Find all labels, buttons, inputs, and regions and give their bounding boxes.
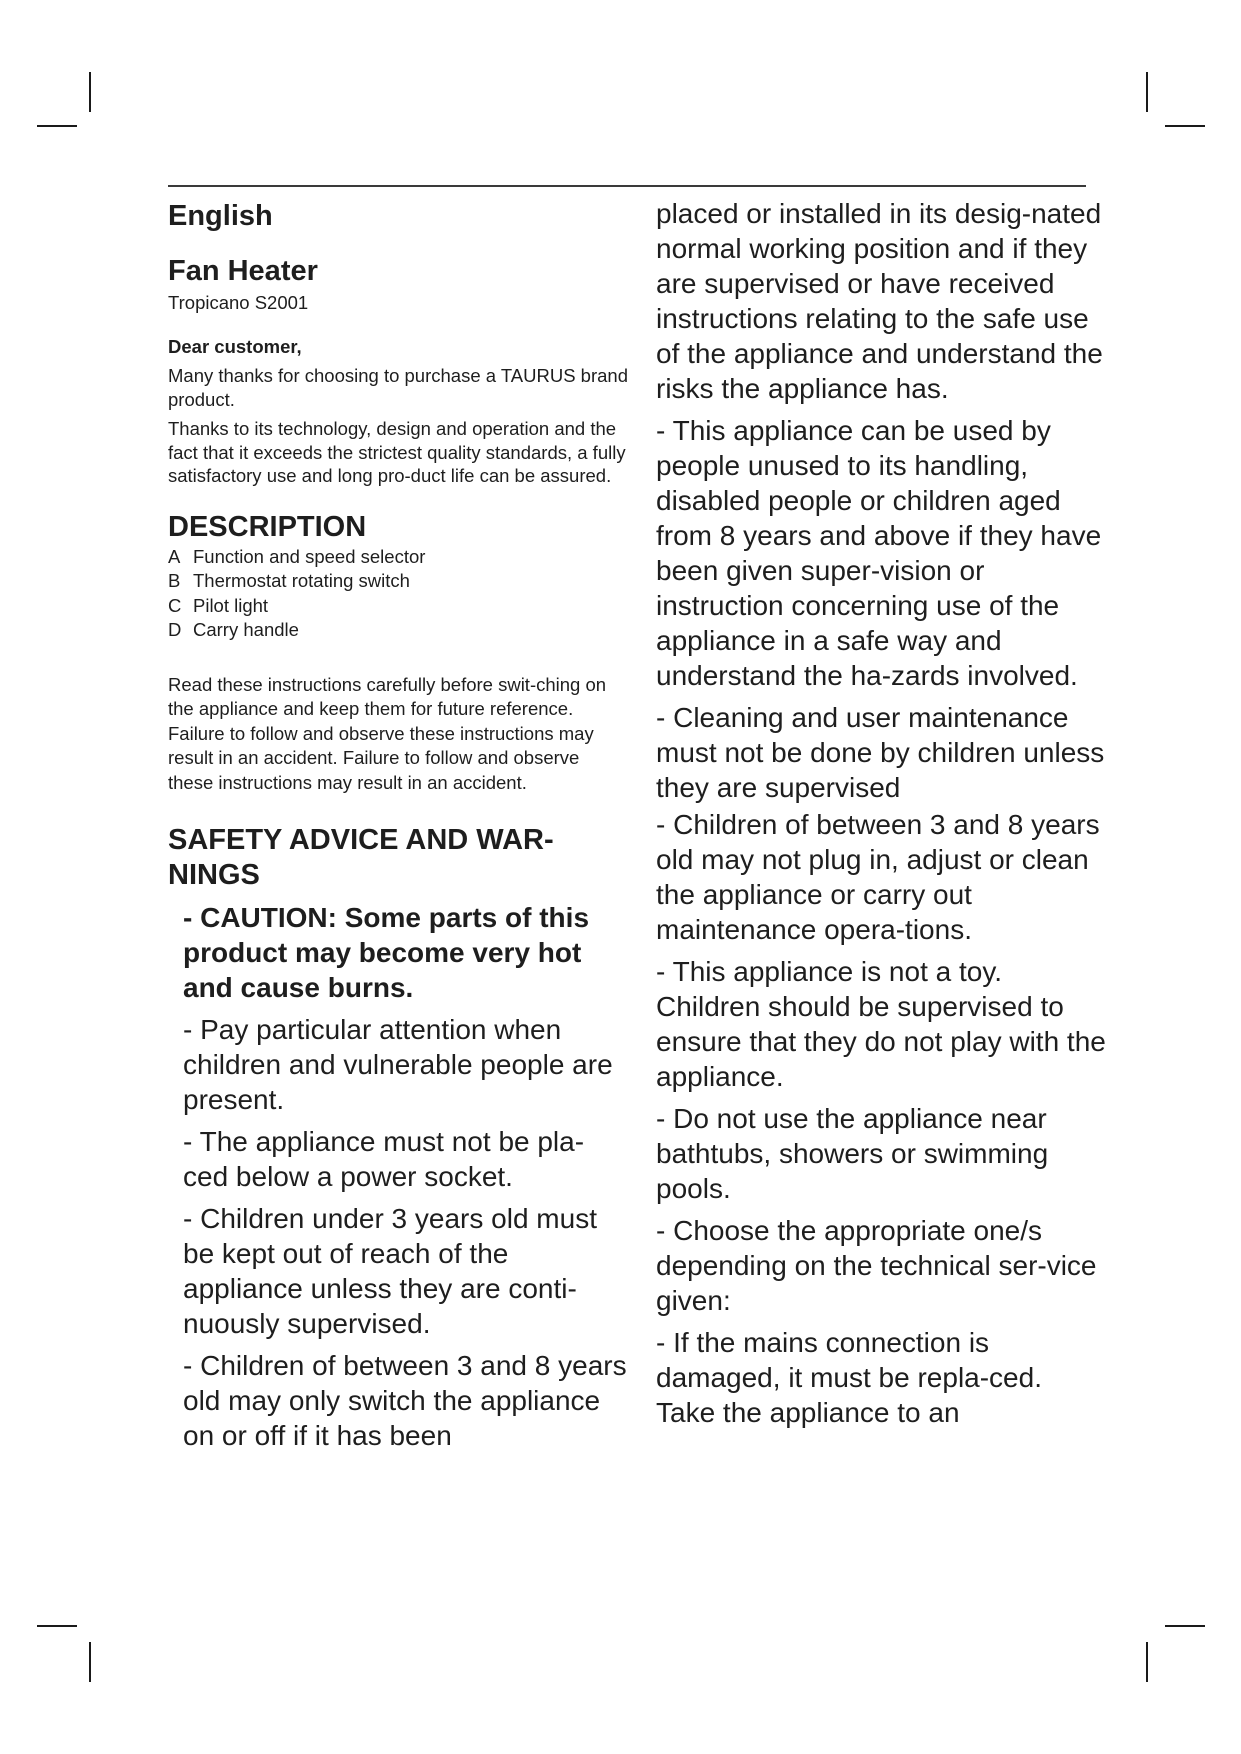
list-item: [168, 545, 628, 570]
read-instructions-notice: Read these instructions carefully before swit-ching on the appliance and keep them for future reference. Failure to follow and observe these instructions may result in an accident. Failure to follow and observe these instructions may result in an accident.: [168, 673, 607, 793]
description-list: [168, 545, 628, 643]
safety-item: - Choose the appropriate one/s depending on the technical ser-vice given:: [656, 1215, 1097, 1316]
item-letter: B: [168, 570, 181, 591]
item-text: Function and speed selector: [193, 545, 426, 567]
safety-item: - This appliance is not a toy. Children should be supervised to ensure that they do not play with the appliance.: [656, 956, 1106, 1092]
intro-paragraph: Many thanks for choosing to purchase a TAURUS brand product.: [168, 365, 628, 410]
item-letter: C: [168, 594, 182, 616]
item-letter: A: [168, 545, 181, 567]
safety-item-continued: placed or installed in its desig-nated normal working position and if they are supervised or have received instructions relating to the safe use of the appliance and understand the risks the appliance has.: [656, 198, 1103, 404]
intro-paragraph: Thanks to its technology, design and operation and the fact that it exceeds the strictest quality standards, a fully satisfactory use and long pro-duct life can be assured.: [168, 418, 626, 486]
left-column: [168, 196, 628, 1453]
safety-item: - This appliance can be used by people unused to its handling, disabled people or children aged from 8 years and above if they have been given super-vision or instruction concerning use of the appliance in a safe way and understand the ha-zards involved.: [656, 415, 1102, 691]
header-rule: [168, 185, 1086, 187]
safety-item: - Pay particular attention when children and vulnerable people are present.: [183, 1014, 613, 1115]
language-heading: English: [168, 200, 273, 232]
crop-mark-top-left-vertical: [89, 72, 91, 112]
item-text: Thermostat rotating switch: [193, 570, 410, 591]
crop-mark-bottom-right-vertical: [1146, 1642, 1148, 1682]
safety-item: - Do not use the appliance near bathtubs, showers or swimming pools.: [656, 1103, 1049, 1204]
item-text: Pilot light: [193, 594, 269, 616]
safety-item: - If the mains connection is damaged, it must be repla-ced. Take the appliance to an: [656, 1327, 1042, 1428]
product-title: Fan Heater: [168, 255, 318, 287]
safety-heading: SAFETY ADVICE AND WAR-NINGS: [168, 824, 554, 891]
caution-warning: - CAUTION: Some parts of this product may become very hot and cause burns.: [183, 902, 590, 1003]
safety-item: - The appliance must not be pla-ced below a power socket.: [183, 1126, 585, 1192]
item-letter: D: [168, 619, 182, 640]
crop-mark-bottom-left-horizontal: [37, 1625, 77, 1627]
safety-item: - Cleaning and user maintenance must not be done by children unless they are supervised: [656, 702, 1105, 803]
crop-mark-bottom-left-vertical: [89, 1642, 91, 1682]
safety-item: - Children of between 3 and 8 years old may not plug in, adjust or clean the appliance or carry out maintenance opera-tions.: [656, 809, 1100, 945]
item-text: Carry handle: [193, 619, 299, 640]
safety-item: - Children under 3 years old must be kept out of reach of the appliance unless they are conti-nuously supervised.: [183, 1203, 597, 1339]
list-item: [168, 594, 628, 619]
safety-item: - Children of between 3 and 8 years old may only switch the appliance on or off if it has been: [183, 1350, 627, 1451]
salutation: Dear customer,: [168, 336, 302, 357]
crop-mark-top-left-horizontal: [37, 125, 77, 127]
right-column: [656, 196, 1106, 1437]
description-heading: DESCRIPTION: [168, 510, 367, 543]
model-name: Tropicano S2001: [168, 292, 309, 313]
list-item: [168, 618, 628, 643]
crop-mark-bottom-right-horizontal: [1165, 1625, 1205, 1627]
crop-mark-top-right-horizontal: [1165, 125, 1205, 127]
list-item: [168, 569, 628, 594]
crop-mark-top-right-vertical: [1146, 72, 1148, 112]
